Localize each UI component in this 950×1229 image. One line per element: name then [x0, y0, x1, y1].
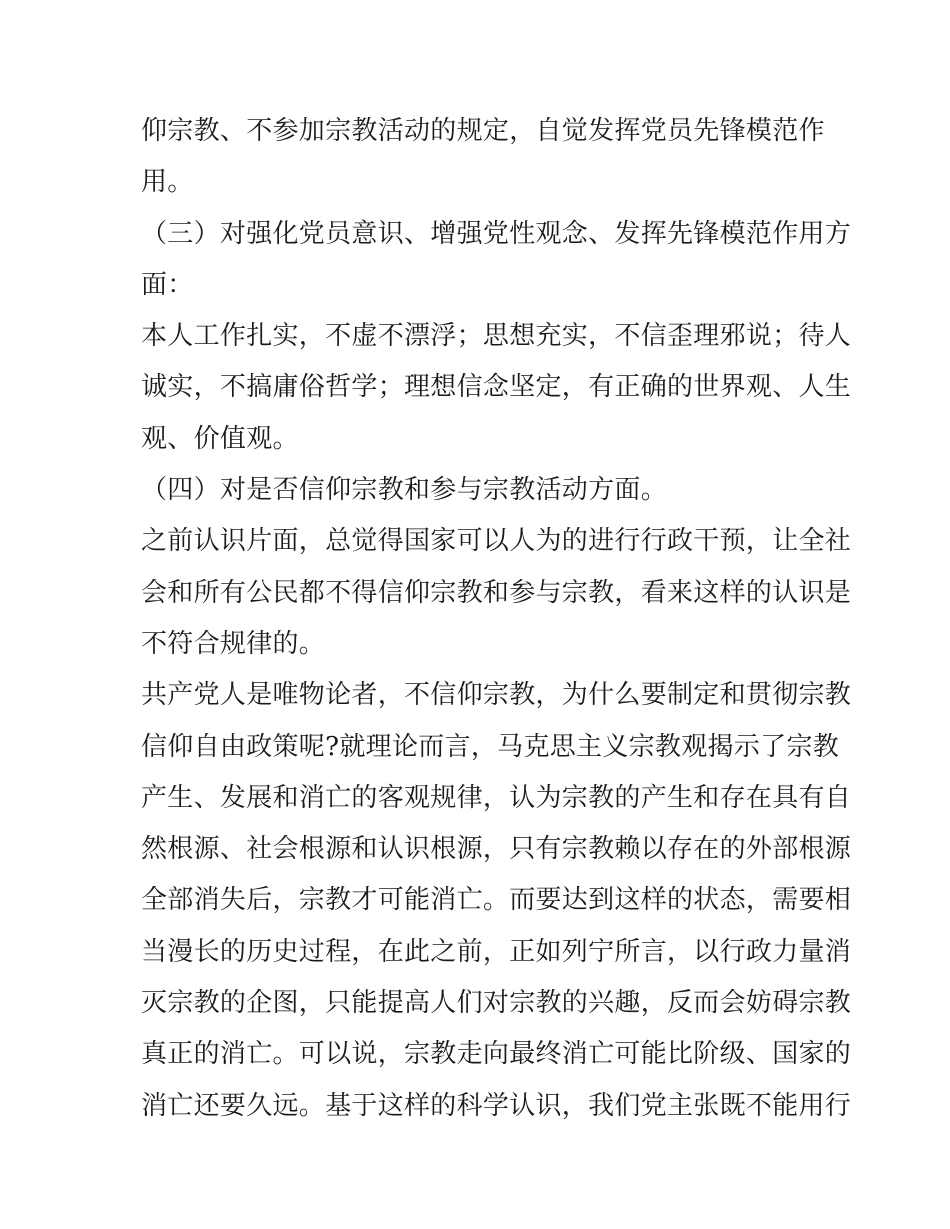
- text-line: 全部消失后，宗教才可能消亡。而要达到这样的状态，需要相: [141, 885, 852, 916]
- text-line: 然根源、社会根源和认识根源，只有宗教赖以存在的外部根源: [141, 834, 852, 865]
- text-line: 诚实，不搞庸俗哲学；理想信念坚定，有正确的世界观、人生: [141, 372, 852, 403]
- text-line: 灭宗教的企图，只能提高人们对宗教的兴趣，反而会妨碍宗教: [141, 988, 852, 1019]
- text-line: 产生、发展和消亡的客观规律，认为宗教的产生和存在具有自: [141, 782, 852, 813]
- section-heading-3: （三）对强化党员意识、增强党性观念、发挥先锋模范作用方: [141, 218, 852, 249]
- text-line: 共产党人是唯物论者，不信仰宗教，为什么要制定和贯彻宗教: [141, 680, 852, 711]
- body-text: [141, 106, 852, 1132]
- section-heading-4: （四）对是否信仰宗教和参与宗教活动方面。: [141, 475, 668, 506]
- text-line: 信仰自由政策呢?就理论而言，马克思主义宗教观揭示了宗教: [141, 731, 840, 762]
- text-line: 观、价值观。: [141, 423, 299, 454]
- text-line: 消亡还要久远。基于这样的科学认识，我们党主张既不能用行: [141, 1090, 852, 1121]
- text-line: 当漫长的历史过程，在此之前，正如列宁所言，以行政力量消: [141, 936, 852, 967]
- text-line: 不符合规律的。: [141, 628, 326, 659]
- text-line: 本人工作扎实，不虚不漂浮；思想充实，不信歪理邪说；待人: [141, 321, 852, 352]
- text-line: 之前认识片面，总觉得国家可以人为的进行行政干预，让全社: [141, 526, 852, 557]
- text-line: 仰宗教、不参加宗教活动的规定，自觉发挥党员先锋模范作: [141, 116, 825, 146]
- text-line: 真正的消亡。可以说，宗教走向最终消亡可能比阶级、国家的: [141, 1039, 852, 1070]
- text-line: 会和所有公民都不得信仰宗教和参与宗教，看来这样的认识是: [141, 577, 852, 608]
- text-line: 用。: [141, 167, 194, 198]
- text-line: 面：: [141, 269, 194, 300]
